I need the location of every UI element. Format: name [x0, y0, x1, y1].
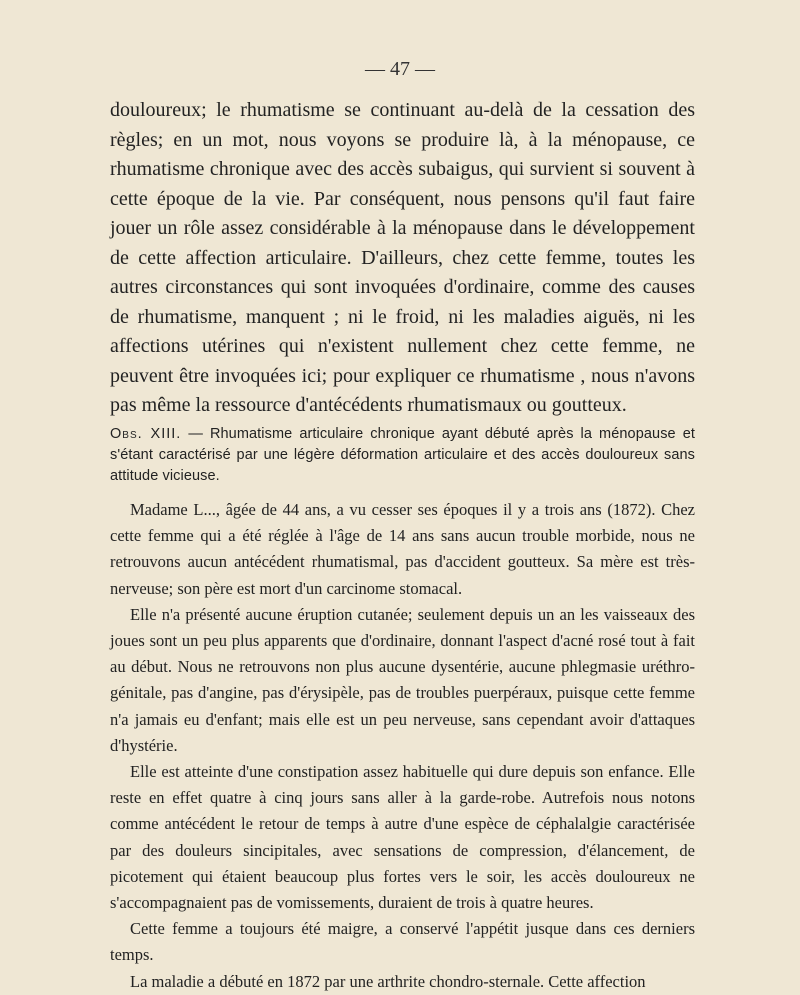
observation-label: Obs. XIII. [110, 426, 182, 442]
observation-heading [110, 424, 695, 487]
page-number: — 47 — [365, 58, 435, 80]
main-paragraph: douloureux; le rhumatisme se continuant au-delà de la cessation des règles; en un mot, nous voyons se produire là, à la ménopause, ce rhumatisme chronique avec des accès subaigus, qui survient si souvent à cette époque de la vie. Par conséquent, nous pensons qu'il faut faire jouer un rôle assez considérable à la ménopause dans le développement de cette affection articulaire. D'ailleurs, chez cette femme, toutes les autres circonstances qui sont invoquées d'ordinaire, comme des causes de rhumatisme, manquent ; ni le froid, ni les maladies aiguës, ni les affections utérines qui n'existent nullement chez cette femme, ne peuvent être invoquées ici; pour expliquer ce rhumatisme , nous n'avons pas même la ressource d'antécédents rhumatismaux ou goutteux. [110, 99, 695, 416]
case-paragraph: Elle n'a présenté aucune éruption cutanée; seulement depuis un an les vaisseaux des joues sont un peu plus apparents que d'ordinaire, donnant l'aspect d'acné rosé tout à fait au début. Nous ne retrouvons non plus aucune dysentérie, aucune phlegmasie uréthro-génitale, pas d'angine, pas d'érysipèle, pas de troubles puerpéraux, puisque cette femme n'a jamais eu d'enfant; mais elle est un peu nerveuse, sans cependant avoir d'attaques d'hystérie. [110, 604, 695, 755]
case-report [110, 497, 695, 995]
case-paragraph: Madame L..., âgée de 44 ans, a vu cesser ses époques il y a trois ans (1872). Chez cette femme qui a été réglée à l'âge de 14 ans sans aucun trouble morbide, nous ne retrouvons aucun antécédent rhumatismal, pas d'accident goutteux. Sa mère est très-nerveuse; son père est mort d'un carcinome stomacal. [110, 500, 695, 598]
case-paragraph: Elle est atteinte d'une constipation assez habituelle qui dure depuis son enfance. Elle reste en effet quatre à cinq jours sans aller à la garde-robe. Autrefois nous notons comme antécédent le retour de temps à autre d'une espèce de céphalalgie caractérisée par des douleurs sincipitales, avec sensations de compression, d'élancement, de picotement qui étaient beaucoup plus fortes vers le soir, les accès douloureux ne s'accompagnaient pas de vomissements, duraient de trois à quatre heures. [110, 762, 695, 913]
case-paragraph: Cette femme a toujours été maigre, a conservé l'appétit jusque dans ces derniers temps. [110, 919, 695, 965]
observation-title: — Rhumatisme articulaire chronique ayant débuté après la ménopause et s'étant caractérisé par une légère déformation articulaire et des accès douloureux sans attitude vicieuse. [110, 426, 695, 484]
case-paragraph: La maladie a débuté en 1872 par une arthrite chondro-sternale. Cette affection [130, 971, 646, 991]
